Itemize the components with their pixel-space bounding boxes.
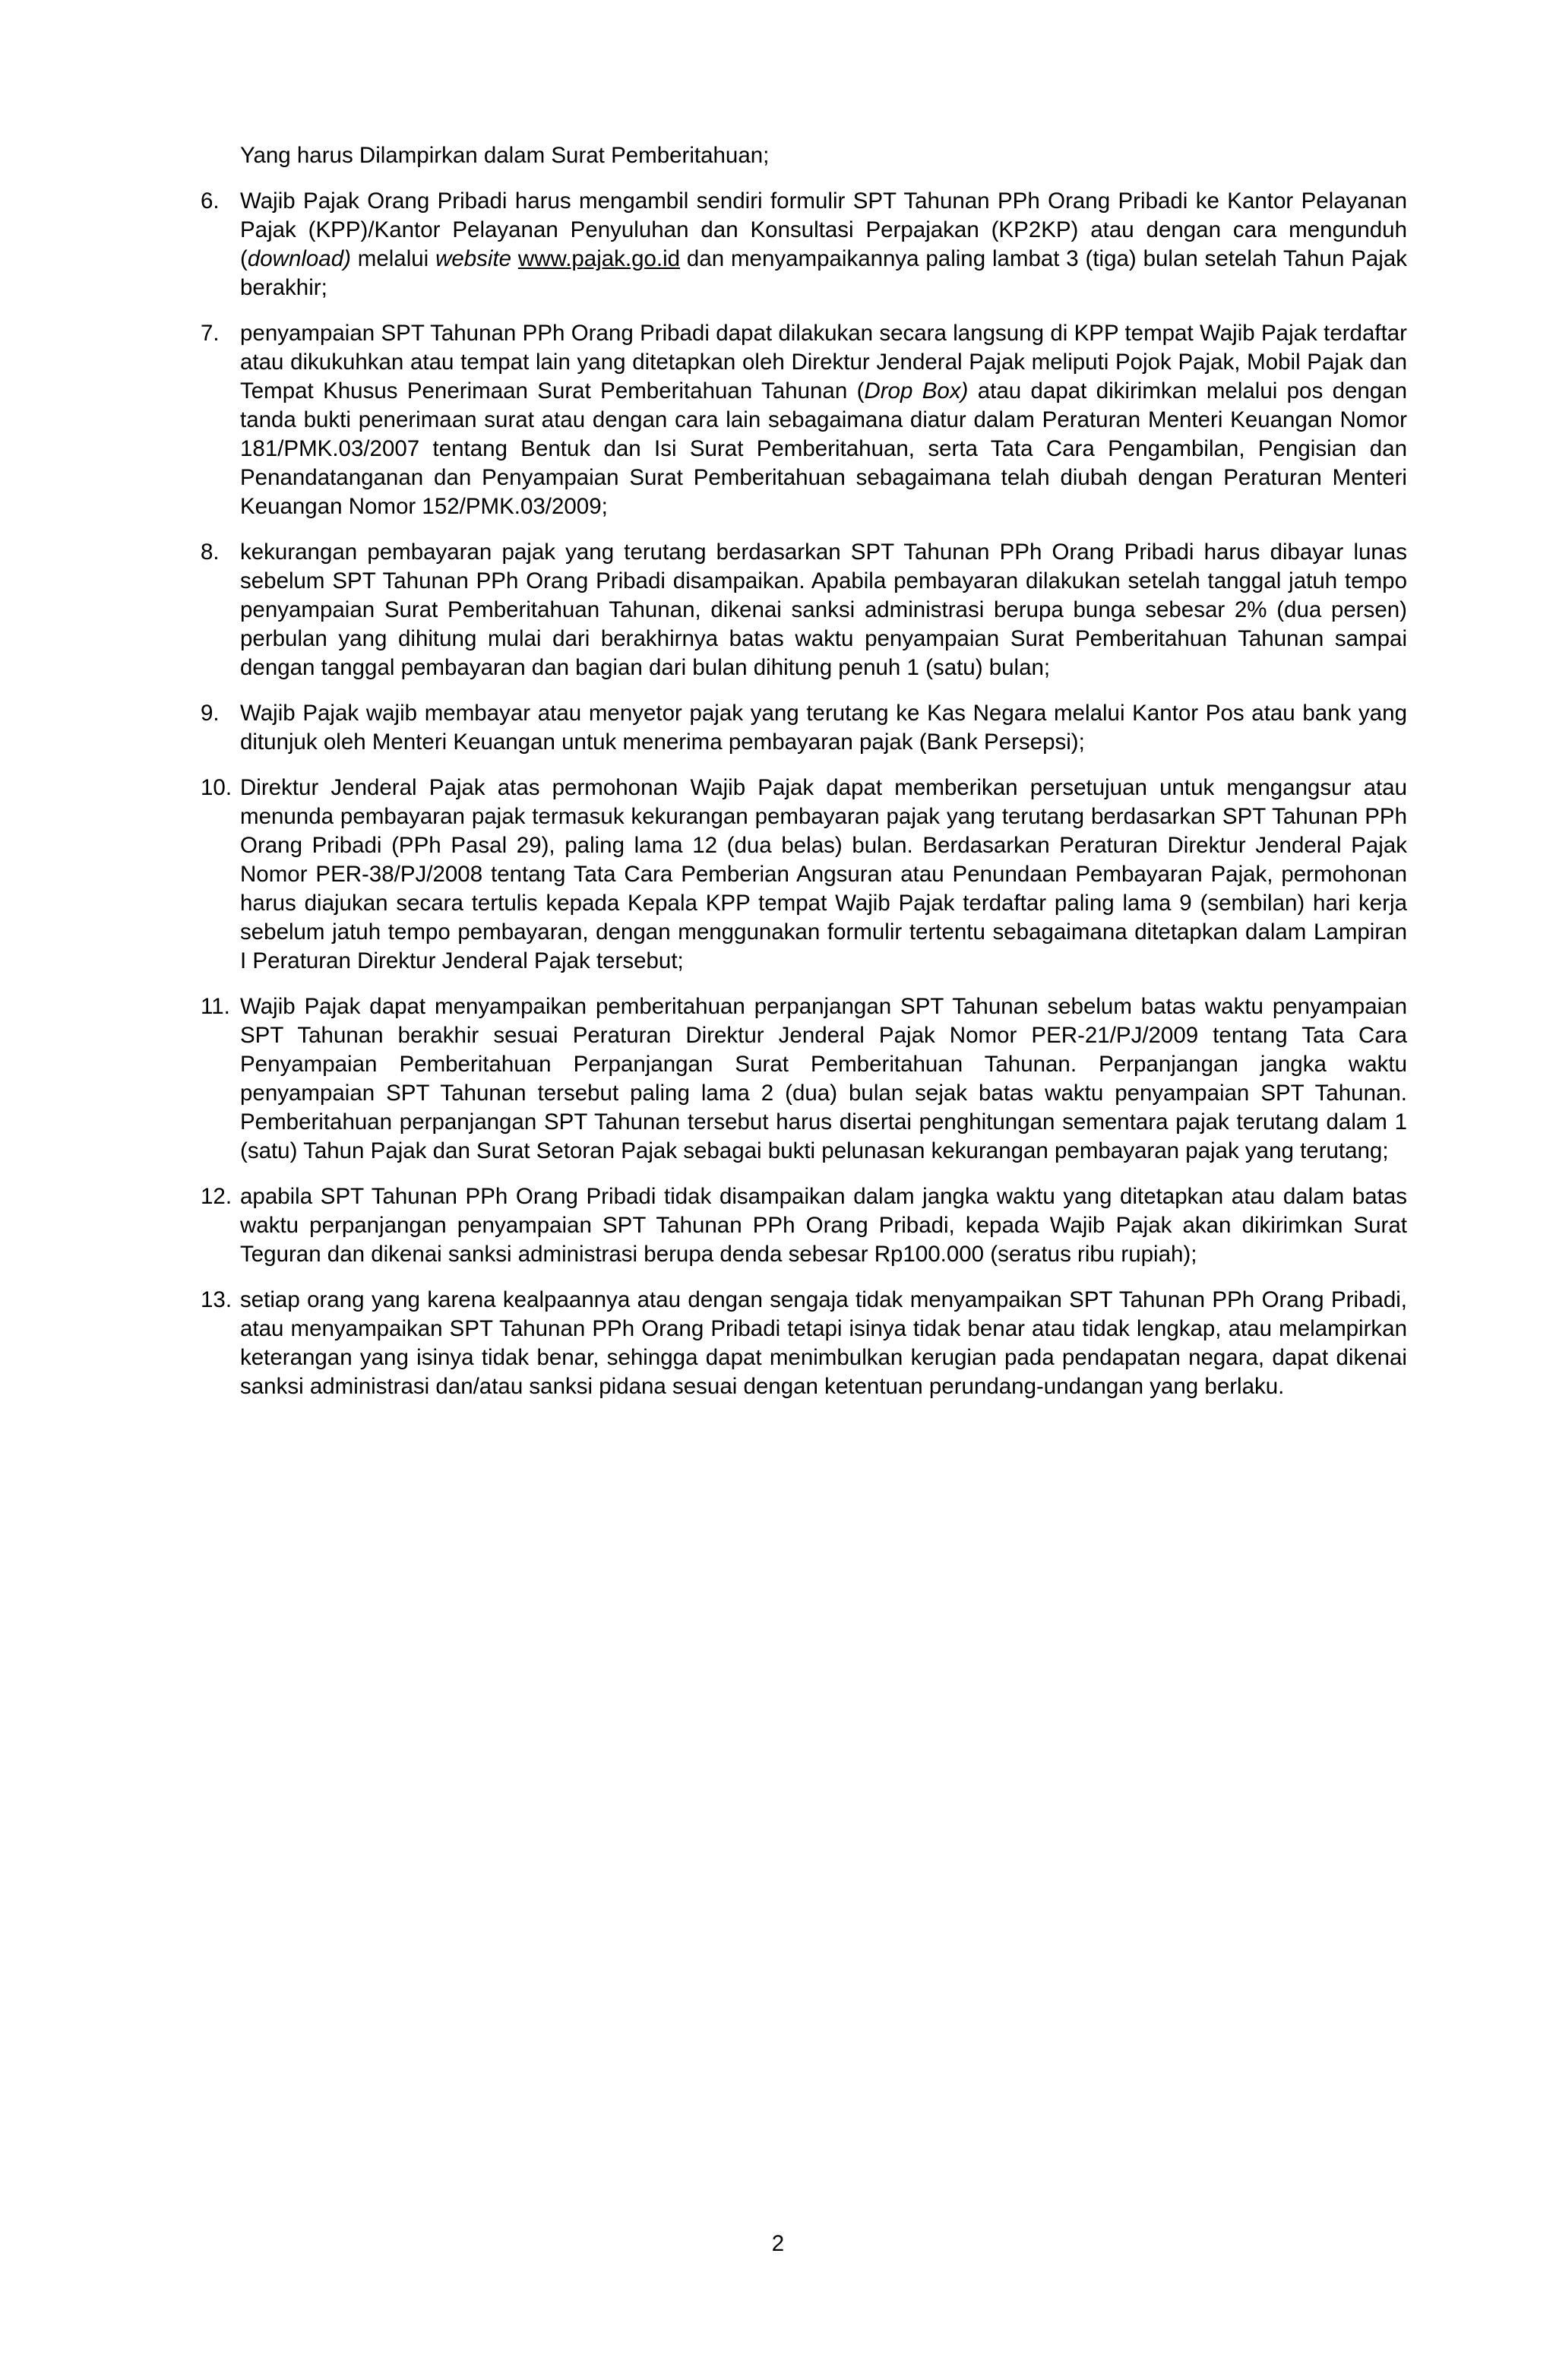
list-item <box>201 1286 1407 1401</box>
list-item-text <box>240 992 1407 1166</box>
text-run <box>511 246 518 271</box>
text-run: kekurangan pembayaran pajak yang terutang berdasarkan SPT Tahunan PPh Orang Pribadi harus dibayar lunas sebelum SPT Tahunan PPh Orang Pribadi disampaikan. Apabila pembayaran dilakukan setelah tanggal jatuh tempo penyampaian Surat Pemberitahuan Tahunan, dikenai sanksi administrasi berupa bunga sebesar 2% (dua persen) perbulan yang dihitung mulai dari berakhirnya batas waktu penyampaian Surat Pemberitahuan Tahunan sampai dengan tanggal pembayaran dan bagian dari bulan dihitung penuh 1 (satu) bulan; <box>240 540 1407 680</box>
text-run: Direktur Jenderal Pajak atas permohonan Wajib Pajak dapat memberikan persetujuan untuk mengangsur atau menunda pembayaran pajak termasuk kekurangan pembayaran pajak yang terutang berdasarkan SPT Tahunan PPh Orang Pribadi (PPh Pasal 29), paling lama 12 (dua belas) bulan. Berdasarkan Peraturan Direktur Jenderal Pajak Nomor PER-38/PJ/2008 tentang Tata Cara Pemberian Angsuran atau Penundaan Pembayaran Pajak, permohonan harus diajukan secara tertulis kepada Kepala KPP tempat Wajib Pajak terdaftar paling lama 9 (sembilan) hari kerja sebelum jatuh tempo pembayaran, dengan menggunakan formulir tertentu sebagaimana ditetapkan dalam Lampiran I Peraturan Direktur Jenderal Pajak tersebut; <box>240 775 1407 973</box>
list-item-text <box>240 1182 1407 1269</box>
list-item <box>201 992 1407 1166</box>
page-content <box>201 141 1407 1401</box>
list-item-number: 11. <box>201 994 230 1019</box>
text-run: setiap orang yang karena kealpaannya atau dengan sengaja tidak menyampaikan SPT Tahunan PPh Orang Pribadi, atau menyampaikan SPT Tahunan PPh Orang Pribadi tetapi isinya tidak benar atau tidak lengkap, atau melampirkan keterangan yang isinya tidak benar, sehingga dapat menimbulkan kerugian pada pendapatan negara, dapat dikenai sanksi administrasi dan/atau sanksi pidana sesuai dengan ketentuan perundang-undangan yang berlaku. <box>240 1287 1407 1399</box>
text-run: penyampaian SPT Tahunan PPh Orang Pribadi dapat dilakukan secara langsung di KPP tempat Wajib Pajak terdaftar atau dikukuhkan atau tempat lain yang ditetapkan oleh Direktur Jenderal Pajak meliputi Pojok Pajak, Mobil Pajak dan Tempat Khusus Penerimaan Surat Pemberitahuan Tahunan ( <box>240 321 1407 404</box>
website-link[interactable]: www.pajak.go.id <box>517 246 681 271</box>
list-item <box>201 699 1407 757</box>
numbered-list <box>201 187 1407 1401</box>
list-item-number: 6. <box>201 188 220 214</box>
text-run: atau dapat dikirimkan melalui pos dengan tanda bukti penerimaan surat atau dengan cara lain sebagaimana diatur dalam Peraturan Menteri Keuangan Nomor 181/PMK.03/2007 tentang Bentuk dan Isi Surat Pemberitahuan, serta Tata Cara Pengambilan, Pengisian dan Penandatanganan dan Penyampaian Surat Pemberitahuan sebagaimana telah diubah dengan Peraturan Menteri Keuangan Nomor 152/PMK.03/2009; <box>240 378 1408 519</box>
list-item-number: 12. <box>201 1184 232 1209</box>
italic-term: Drop Box) <box>864 378 969 404</box>
text-run: dan menyampaikannya paling lambat 3 (tiga) bulan setelah Tahun Pajak berakhir; <box>240 246 1407 300</box>
intro-line: Yang harus Dilampirkan dalam Surat Pemberitahuan; <box>240 143 770 168</box>
text-run: Wajib Pajak dapat menyampaikan pemberitahuan perpanjangan SPT Tahunan sebelum batas waktu penyampaian SPT Tahunan berakhir sesuai Peraturan Direktur Jenderal Pajak Nomor PER-21/PJ/2009 tentang Tata Cara Penyampaian Pemberitahuan Perpanjangan Surat Pemberitahuan Tahunan. Perpanjangan jangka waktu penyampaian SPT Tahunan tersebut paling lama 2 (dua) bulan sejak batas waktu penyampaian SPT Tahunan. Pemberitahuan perpanjangan SPT Tahunan tersebut harus disertai penghitungan sementara pajak terutang dalam 1 (satu) Tahun Pajak dan Surat Setoran Pajak sebagai bukti pelunasan kekurangan pembayaran pajak yang terutang; <box>240 994 1407 1163</box>
list-item-text <box>240 187 1407 302</box>
list-item <box>201 774 1407 976</box>
italic-term: download) <box>247 246 351 271</box>
list-item-number: 8. <box>201 540 220 565</box>
italic-term: website <box>435 246 512 271</box>
list-item-text <box>240 1286 1407 1401</box>
list-item-number: 7. <box>201 321 220 346</box>
list-item-text <box>240 774 1407 976</box>
list-item-text <box>240 319 1407 521</box>
list-item-number: 13. <box>201 1287 232 1312</box>
list-item-number: 10. <box>201 775 232 800</box>
list-item <box>201 538 1407 682</box>
list-item-text <box>240 699 1407 757</box>
list-item <box>201 1182 1407 1269</box>
page-number: 2 <box>771 2231 785 2256</box>
text-run: melalui <box>350 246 436 271</box>
list-item <box>201 319 1407 521</box>
text-run: apabila SPT Tahunan PPh Orang Pribadi tidak disampaikan dalam jangka waktu yang ditetapkan atau dalam batas waktu perpanjangan penyampaian SPT Tahunan PPh Orang Pribadi, kepada Wajib Pajak akan dikirimkan Surat Teguran dan dikenai sanksi administrasi berupa denda sebesar Rp100.000 (seratus ribu rupiah); <box>240 1184 1407 1267</box>
list-item-text <box>240 538 1407 682</box>
list-item <box>201 187 1407 302</box>
list-item-number: 9. <box>201 701 220 726</box>
text-run: Wajib Pajak Orang Pribadi harus mengambil sendiri formulir SPT Tahunan PPh Orang Pribadi ke Kantor Pelayanan Pajak (KPP)/Kantor Pelayanan Penyuluhan dan Konsultasi Perpajakan (KP2KP) atau dengan cara mengunduh ( <box>240 188 1407 271</box>
text-run: Wajib Pajak wajib membayar atau menyetor pajak yang terutang ke Kas Negara melalui Kantor Pos atau bank yang ditunjuk oleh Menteri Keuangan untuk menerima pembayaran pajak (Bank Persepsi); <box>240 701 1407 755</box>
